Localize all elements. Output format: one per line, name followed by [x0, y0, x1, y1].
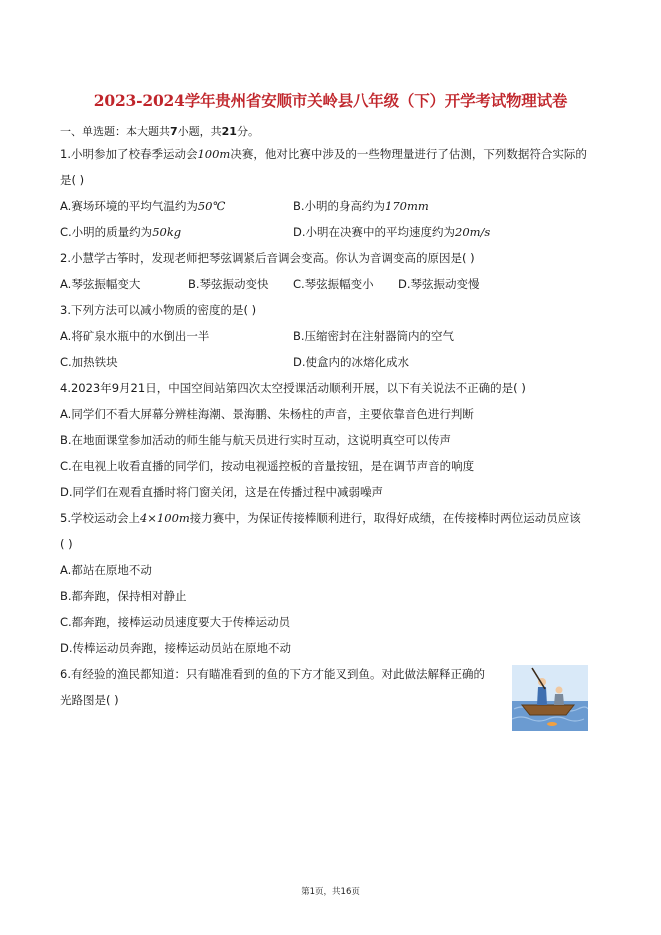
q2-option-b: B.琴弦振动变快 — [188, 277, 269, 291]
boat — [522, 705, 574, 715]
q6-stem: 6.有经验的渔民都知道：只有瞄准看到的鱼的下方才能叉到鱼。对此做法解释正确的 — [60, 667, 485, 681]
section-heading: 一、单选题：本大题共7小题，共21分。 — [60, 125, 259, 138]
q3-option-b: B.压缩密封在注射器筒内的空气 — [293, 329, 455, 343]
q2-stem: 2.小慧学古筝时，发现老师把琴弦调紧后音调会变高。你认为音调变高的原因是( ) — [60, 251, 475, 265]
q2-option-a: A.琴弦振幅变大 — [60, 277, 141, 291]
q1-stem: 1.小明参加了校春季运动会100m决赛，他对比赛中涉及的一些物理量进行了估测，下列数据符合实际的 — [60, 147, 587, 161]
q4-option-d: D.同学们在观看直播时将门窗关闭，这是在传播过程中减弱噪声 — [60, 485, 384, 499]
sky-background — [512, 665, 588, 703]
q1-option-a: A.赛场环境的平均气温约为50℃ — [60, 199, 226, 213]
q5-option-c: C.都奔跑，接棒运动员速度要大于传棒运动员 — [60, 615, 291, 629]
q1-option-b: B.小明的身高约为170mm — [293, 199, 429, 213]
q4-option-b: B.在地面课堂参加活动的师生能与航天员进行实时互动，这说明真空可以传声 — [60, 433, 452, 447]
q1-option-d: D.小明在决赛中的平均速度约为20m/s — [293, 225, 491, 239]
q3-option-c: C.加热铁块 — [60, 355, 118, 369]
page-footer: 第1页，共16页 — [301, 887, 360, 897]
q2-option-c: C.琴弦振幅变小 — [293, 277, 374, 291]
q5-stem: 5.学校运动会上4×100m接力赛中，为保证传接棒顺利进行，取得好成绩，在传接棒时两位运动员应该 — [60, 511, 581, 525]
q6-stem-cont: 光路图是( ) — [60, 693, 119, 707]
q5-option-a: A.都站在原地不动 — [60, 563, 152, 577]
q4-option-a: A.同学们不看大屏幕分辨桂海潮、景海鹏、朱杨柱的声音，主要依靠音色进行判断 — [60, 407, 474, 421]
q2-option-d: D.琴弦振动变慢 — [398, 277, 480, 291]
q4-stem: 4.2023年9月21日，中国空间站第四次太空授课活动顺利开展，以下有关说法不正确的是( ) — [60, 381, 526, 395]
q5-option-b: B.都奔跑，保持相对静止 — [60, 589, 187, 603]
q1-stem-cont: 是( ) — [60, 173, 85, 187]
fisherman-boat-illustration — [512, 665, 588, 731]
fisherman-body — [537, 687, 547, 705]
page-title: 2023-2024学年贵州省安顺市关岭县八年级（下）开学考试物理试卷 — [93, 91, 568, 110]
q5-stem-cont: ( ) — [60, 537, 73, 551]
q1-option-c: C.小明的质量约为50kg — [60, 225, 182, 239]
q3-stem: 3.下列方法可以减小物质的密度的是( ) — [60, 303, 257, 317]
q3-option-a: A.将矿泉水瓶中的水倒出一半 — [60, 329, 210, 343]
q3-option-d: D.使盒内的冰熔化成水 — [293, 355, 410, 369]
q5-option-d: D.传棒运动员奔跑，接棒运动员站在原地不动 — [60, 641, 292, 655]
fish — [547, 722, 557, 726]
q4-option-c: C.在电视上收看直播的同学们，按动电视遥控板的音量按钮，是在调节声音的响度 — [60, 459, 475, 473]
